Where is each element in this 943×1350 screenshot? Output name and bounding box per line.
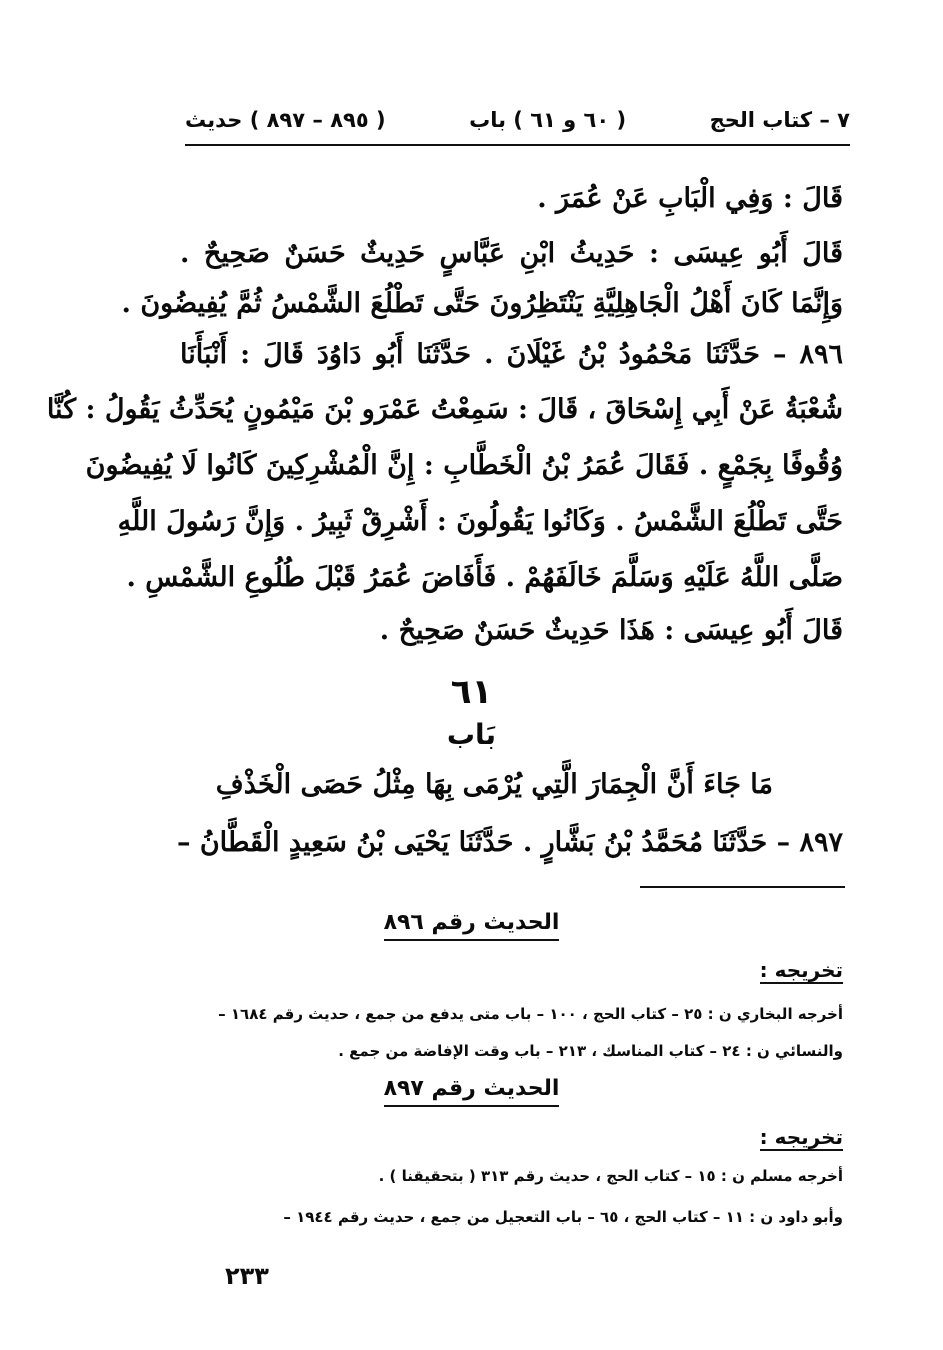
hadith-896-line-5: صَلَّى اللَّهُ عَلَيْهِ وَسَلَّمَ خَالَفَهُمْ . فَأَفَاضَ عُمَرُ قَبْلَ طُلُوعِ الشَّمْسِ . (126, 562, 843, 593)
bab-title: مَا جَاءَ أَنَّ الْجِمَارَ الَّتِي يُرْمَى بِهَا مِثْلُ حَصَى الْخَذْفِ (215, 769, 773, 800)
header-hadith-range: ( ٨٩٥ – ٨٩٧ ) حديث (185, 108, 386, 132)
body-line-2: قَالَ أَبُو عِيسَى : حَدِيثُ ابْنِ عَبَّاسٍ حَدِيثٌ حَسَنٌ صَحِيحٌ . (180, 238, 843, 269)
hadith-896-line-2: شُعْبَةُ عَنْ أَبِي إِسْحَاقَ ، قَالَ : سَمِعْتُ عَمْرَو بْنَ مَيْمُونٍ يُحَدِّثُ يَقُولُ : كُنَّا (46, 394, 843, 425)
page-number: ٢٣٣ (225, 1262, 269, 1290)
header-chapter: ٧ – كتاب الحج (709, 108, 850, 132)
note-897-line-1: أخرجه مسلم ن : ١٥ – كتاب الحج ، حديث رقم ٣١٣ ( بتحقيقنا ) . (378, 1167, 843, 1185)
hadith-896-line-4: حَتَّى تَطْلُعَ الشَّمْسُ . وَكَانُوا يَقُولُونَ : أَشْرِقْ ثَبِيرُ . وَإِنَّ رَسُولَ اللَّهِ (117, 506, 843, 537)
note-896-line-1: أخرجه البخاري ن : ٢٥ – كتاب الحج ، ١٠٠ – باب متى يدفع من جمع ، حديث رقم ١٦٨٤ – (218, 1005, 843, 1023)
body-line-3: وَإِنَّمَا كَانَ أَهْلُ الْجَاهِلِيَّةِ يَنْتَظِرُونَ حَتَّى تَطْلُعَ الشَّمْسُ ثُمَّ يُفِيضُونَ . (121, 288, 843, 319)
running-header (185, 100, 850, 140)
note-896-title: الحديث رقم ٨٩٦ (0, 910, 943, 935)
header-bab: ( ٦٠ و ٦١ ) باب (469, 108, 627, 132)
body-line-9: قَالَ أَبُو عِيسَى : هَذَا حَدِيثٌ حَسَنٌ صَحِيحٌ . (379, 615, 843, 646)
hadith-897-line: ٨٩٧ – حَدَّثَنَا مُحَمَّدُ بْنُ بَشَّارٍ . حَدَّثَنَا يَحْيَى بْنُ سَعِيدٍ الْقَطَّانُ – (176, 827, 843, 858)
body-line-1: قَالَ : وَفِي الْبَابِ عَنْ عُمَرَ . (537, 183, 843, 214)
note-896-line-2: والنسائي ن : ٢٤ – كتاب المناسك ، ٢١٣ – باب وقت الإفاضة من جمع . (338, 1042, 843, 1060)
note-897-title: الحديث رقم ٨٩٧ (0, 1076, 943, 1101)
note-897-line-2: وأبو داود ن : ١١ – كتاب الحج ، ٦٥ – باب التعجيل من جمع ، حديث رقم ١٩٤٤ – (283, 1208, 843, 1226)
header-rule (185, 144, 850, 146)
note-897-takhrij: تخريجه : (759, 1125, 843, 1149)
hadith-896-line-3: وُقُوفًا بِجَمْعٍ . فَقَالَ عُمَرُ بْنُ الْخَطَّابِ : إِنَّ الْمُشْرِكِينَ كَانُوا لَا يُفِيضُونَ (85, 450, 843, 481)
bab-label: بَاب (446, 718, 497, 751)
footnote-rule (640, 886, 845, 888)
note-896-takhrij: تخريجه : (759, 958, 843, 982)
hadith-896-line-1: ٨٩٦ – حَدَّثَنَا مَحْمُودُ بْنُ غَيْلَانَ . حَدَّثَنَا أَبُو دَاوُدَ قَالَ : أَنْبَأَنَا (180, 339, 843, 370)
chapter-number: ٦١ (450, 672, 493, 712)
